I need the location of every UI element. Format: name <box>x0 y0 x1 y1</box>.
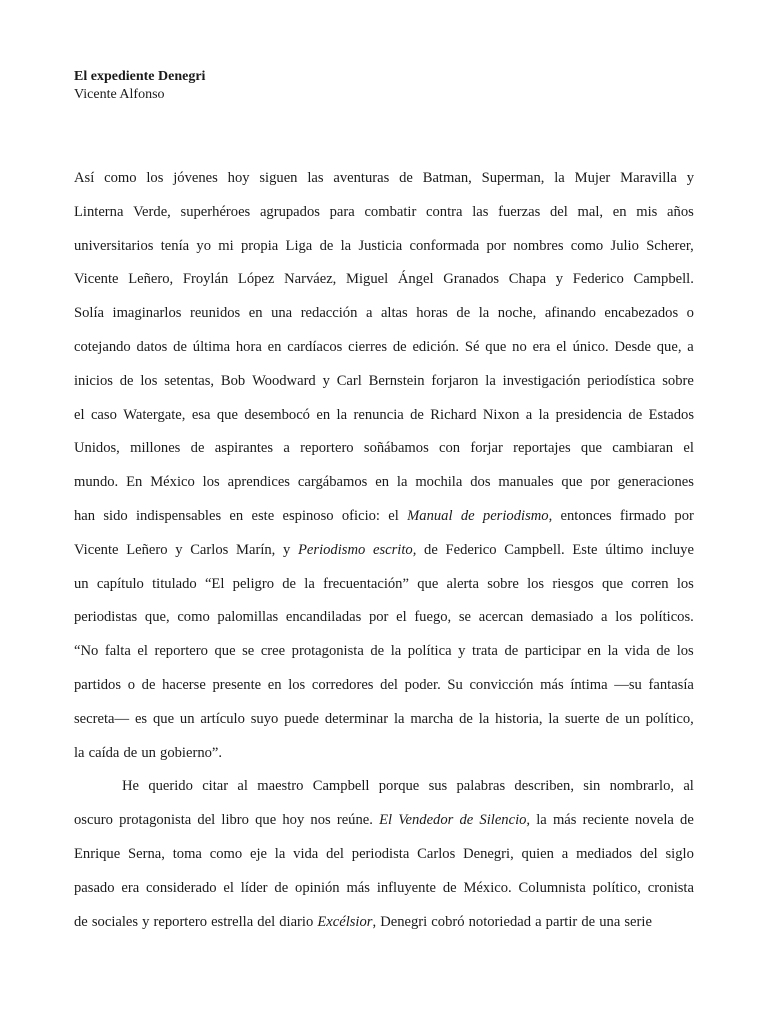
text-line: cotejando datos de última hora en cardíacos cierres de edición. Sé que no era el único. Desde que, a <box>74 338 694 355</box>
text-line: Enrique Serna, toma como eje la vida del periodista Carlos Denegri, quien a mediados del siglo <box>74 845 694 862</box>
text-line: la caída de un gobierno”. <box>74 744 223 761</box>
text-line: He querido citar al maestro Campbell porque sus palabras describen, sin nombrarlo, al <box>122 778 694 795</box>
text-line: “No falta el reportero que se cree protagonista de la política y trata de participar en la vida de los <box>74 643 694 660</box>
text-line: inicios de los setentas, Bob Woodward y Carl Bernstein forjaron la investigación periodística sobre <box>74 372 694 389</box>
paragraph <box>74 167 694 775</box>
document-author: Vicente Alfonso <box>74 87 165 102</box>
text-line: partidos o de hacerse presente en los corredores del poder. Su convicción más íntima —su fantasía <box>74 676 694 693</box>
text-line: Vicente Leñero, Froylán López Narváez, Miguel Ángel Granados Chapa y Federico Campbell. <box>74 271 694 288</box>
text-line: Linterna Verde, superhéroes agrupados para combatir contra las fuerzas del mal, en mis años <box>74 203 694 220</box>
paragraph <box>74 775 694 944</box>
text-line: de sociales y reportero estrella del diario Excélsior, Denegri cobró notoriedad a partir de una serie <box>74 913 652 930</box>
document-title: El expediente Denegri <box>74 69 206 84</box>
text-line: el caso Watergate, esa que desembocó en la renuncia de Richard Nixon a la presidencia de Estados <box>74 406 694 423</box>
text-line: Vicente Leñero y Carlos Marín, y Periodismo escrito, de Federico Campbell. Este último incluye <box>74 541 694 558</box>
text-line: han sido indispensables en este espinoso oficio: el Manual de periodismo, entonces firmado por <box>74 507 694 524</box>
text-line: universitarios tenía yo mi propia Liga de la Justicia conformada por nombres como Julio Scherer, <box>74 237 694 254</box>
document-header <box>74 68 205 104</box>
text-line: Unidos, millones de aspirantes a reportero soñábamos con forjar reportajes que cambiaran el <box>74 440 694 457</box>
text-line: pasado era considerado el líder de opinión más influyente de México. Columnista político, cronista <box>74 879 694 896</box>
document-body <box>74 167 694 944</box>
text-line: periodistas que, como palomillas encandiladas por el fuego, se acercan demasiado a los políticos. <box>74 609 694 626</box>
text-line: oscuro protagonista del libro que hoy nos reúne. El Vendedor de Silencio, la más reciente novela de <box>74 812 694 829</box>
text-line: Solía imaginarlos reunidos en una redacción a altas horas de la noche, afinando encabezados o <box>74 305 694 322</box>
text-line: secreta— es que un artículo suyo puede determinar la marcha de la historia, la suerte de un político, <box>74 710 694 727</box>
text-line: Así como los jóvenes hoy siguen las aventuras de Batman, Superman, la Mujer Maravilla y <box>74 170 694 186</box>
text-line: un capítulo titulado “El peligro de la frecuentación” que alerta sobre los riesgos que corren los <box>74 575 694 592</box>
text-line: mundo. En México los aprendices cargábamos en la mochila dos manuales que por generaciones <box>74 474 694 491</box>
